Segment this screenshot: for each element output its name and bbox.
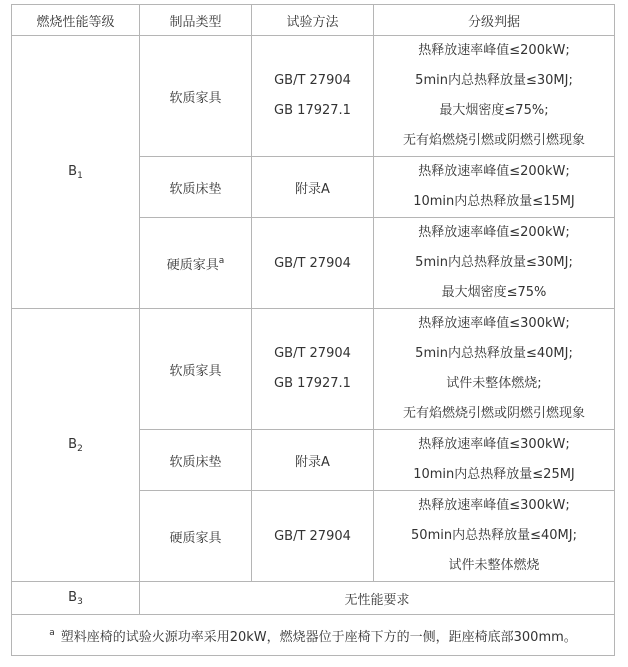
grade-b3: $B_3$ <box>12 582 140 615</box>
test-method: 附录A <box>252 430 374 491</box>
criteria: 热释放速率峰值≤300kW; 5min内总热释放量≤40MJ; 试件未整体燃烧; 无有焰燃烧引燃或阴燃引燃现象 <box>374 309 615 430</box>
product-type: 软质家具 <box>140 309 252 430</box>
footnote <box>12 615 615 656</box>
table-row <box>12 36 615 157</box>
header-grade: 燃烧性能等级 <box>12 5 140 36</box>
no-requirement: 无性能要求 <box>140 582 615 615</box>
footnote-row <box>12 615 615 656</box>
table-row <box>12 309 615 430</box>
header-row <box>12 5 615 36</box>
header-product-type: 制品类型 <box>140 5 252 36</box>
header-criteria: 分级判据 <box>374 5 615 36</box>
footnote-ref: a <box>218 255 225 266</box>
header-test-method: 试验方法 <box>252 5 374 36</box>
test-method: GB/T 27904 GB 17927.1 <box>252 309 374 430</box>
criteria: 热释放速率峰值≤200kW; 10min内总热释放量≤15MJ <box>374 157 615 218</box>
footnote-mark: a <box>49 627 55 638</box>
grade-b1: $B_1$ <box>12 36 140 309</box>
grade-b2: $B_2$ <box>12 309 140 582</box>
product-type: 软质家具 <box>140 36 252 157</box>
criteria: 热释放速率峰值≤300kW; 50min内总热释放量≤40MJ; 试件未整体燃烧 <box>374 491 615 582</box>
flammability-grade-table <box>11 4 615 656</box>
test-method: GB/T 27904 <box>252 218 374 309</box>
criteria: 热释放速率峰值≤200kW; 5min内总热释放量≤30MJ; 最大烟密度≤75% <box>374 218 615 309</box>
test-method: 附录A <box>252 157 374 218</box>
product-type: 硬质家具 <box>140 491 252 582</box>
test-method: GB/T 27904 GB 17927.1 <box>252 36 374 157</box>
criteria: 热释放速率峰值≤200kW; 5min内总热释放量≤30MJ; 最大烟密度≤75%; 无有焰燃烧引燃或阴燃引燃现象 <box>374 36 615 157</box>
criteria: 热释放速率峰值≤300kW; 10min内总热释放量≤25MJ <box>374 430 615 491</box>
footnote-text: 塑料座椅的试验火源功率采用20kW，燃烧器位于座椅下方的一侧，距座椅底部300mm。 <box>60 629 577 645</box>
table-row <box>12 582 615 615</box>
product-type: 软质床垫 <box>140 430 252 491</box>
product-type: 软质床垫 <box>140 157 252 218</box>
product-type: 硬质家具$^a$ <box>140 218 252 309</box>
test-method: GB/T 27904 <box>252 491 374 582</box>
